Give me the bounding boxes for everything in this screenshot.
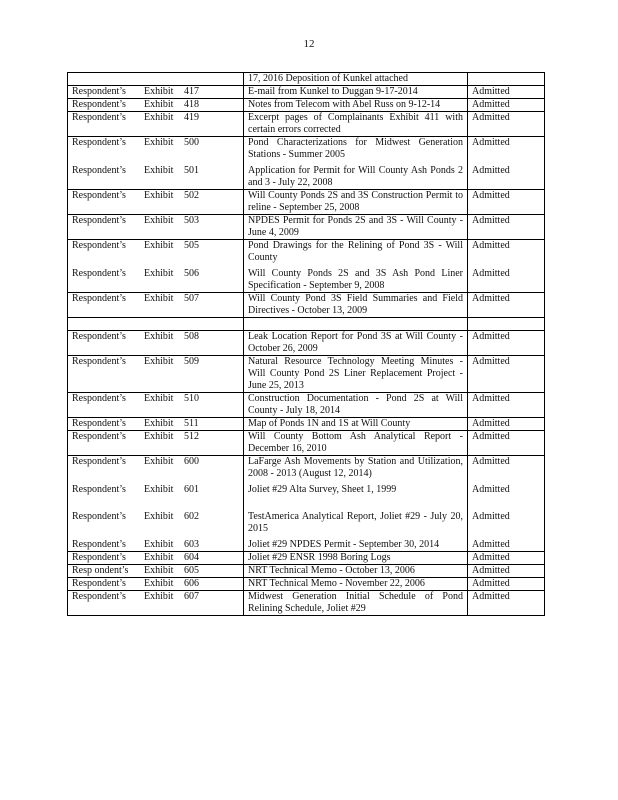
exhibit-number: 500 bbox=[184, 137, 199, 148]
exhibit-number: 509 bbox=[184, 356, 199, 367]
exhibit-status: Admitted bbox=[468, 484, 545, 511]
exhibit-id bbox=[72, 190, 239, 202]
exhibit-id bbox=[72, 293, 239, 305]
table-row bbox=[68, 591, 545, 616]
exhibit-label: Exhibit bbox=[144, 331, 174, 342]
exhibit-description: Notes from Telecom with Abel Russ on 9-12-14 bbox=[244, 99, 468, 112]
exhibit-status: Admitted bbox=[468, 86, 545, 99]
table-row bbox=[68, 165, 545, 190]
exhibit-id bbox=[72, 240, 239, 252]
exhibit-description: Joliet #29 NPDES Permit - September 30, 2014 bbox=[244, 539, 468, 552]
exhibit-status: Admitted bbox=[468, 552, 545, 565]
exhibit-label: Exhibit bbox=[144, 591, 174, 602]
exhibit-id bbox=[72, 591, 239, 603]
exhibit-label: Exhibit bbox=[144, 418, 174, 429]
exhibit-number: 502 bbox=[184, 190, 199, 201]
exhibit-description: E-mail from Kunkel to Duggan 9-17-2014 bbox=[244, 86, 468, 99]
exhibit-id bbox=[72, 552, 239, 564]
exhibit-id bbox=[72, 418, 239, 430]
exhibit-label: Exhibit bbox=[144, 137, 174, 148]
exhibit-table bbox=[67, 72, 545, 616]
exhibit-status: Admitted bbox=[468, 393, 545, 418]
exhibit-id bbox=[72, 539, 239, 551]
exhibit-party: Respondent’s bbox=[72, 112, 126, 123]
table-row bbox=[68, 331, 545, 356]
exhibit-id bbox=[72, 565, 239, 577]
exhibit-label: Exhibit bbox=[144, 356, 174, 367]
exhibit-party: Respondent’s bbox=[72, 484, 126, 495]
exhibit-status: Admitted bbox=[468, 240, 545, 269]
exhibit-number: 601 bbox=[184, 484, 199, 495]
table-row bbox=[68, 484, 545, 511]
exhibit-number: 507 bbox=[184, 293, 199, 304]
table-row bbox=[68, 190, 545, 215]
exhibit-party: Respondent’s bbox=[72, 539, 126, 550]
page-number: 12 bbox=[303, 38, 315, 50]
exhibit-party: Respondent’s bbox=[72, 268, 126, 279]
table-row bbox=[68, 137, 545, 166]
exhibit-status: Admitted bbox=[468, 456, 545, 485]
exhibit-number: 503 bbox=[184, 215, 199, 226]
exhibit-status: Admitted bbox=[468, 215, 545, 240]
exhibit-description: Application for Permit for Will County Ash Ponds 2 and 3 - July 22, 2008 bbox=[244, 165, 468, 190]
table-row bbox=[68, 268, 545, 293]
exhibit-description: NRT Technical Memo - October 13, 2006 bbox=[244, 565, 468, 578]
exhibit-number: 511 bbox=[184, 418, 199, 429]
exhibit-number: 508 bbox=[184, 331, 199, 342]
exhibit-id bbox=[72, 578, 239, 590]
table-row bbox=[68, 240, 545, 269]
exhibit-number: 512 bbox=[184, 431, 199, 442]
exhibit-id bbox=[72, 431, 239, 443]
exhibit-number: 602 bbox=[184, 511, 199, 522]
exhibit-label: Exhibit bbox=[144, 484, 174, 495]
exhibit-description: Leak Location Report for Pond 3S at Will County - October 26, 2009 bbox=[244, 331, 468, 356]
exhibit-party: Respondent’s bbox=[72, 511, 126, 522]
exhibit-id bbox=[72, 165, 239, 177]
exhibit-label: Exhibit bbox=[144, 456, 174, 467]
exhibit-label: Exhibit bbox=[144, 431, 174, 442]
exhibit-description: NPDES Permit for Ponds 2S and 3S - Will County - June 4, 2009 bbox=[244, 215, 468, 240]
exhibit-status: Admitted bbox=[468, 356, 545, 393]
exhibit-label: Exhibit bbox=[144, 578, 174, 589]
exhibit-label: Exhibit bbox=[144, 190, 174, 201]
exhibit-party: Respondent’s bbox=[72, 591, 126, 602]
table-row bbox=[68, 456, 545, 485]
table-row bbox=[68, 86, 545, 99]
exhibit-status: Admitted bbox=[468, 190, 545, 215]
table-row bbox=[68, 293, 545, 318]
exhibit-label: Exhibit bbox=[144, 539, 174, 550]
exhibit-party: Respondent’s bbox=[72, 578, 126, 589]
exhibit-label: Exhibit bbox=[144, 86, 174, 97]
exhibit-party: Respondent’s bbox=[72, 331, 126, 342]
exhibit-description: Joliet #29 ENSR 1998 Boring Logs bbox=[244, 552, 468, 565]
exhibit-label: Exhibit bbox=[144, 268, 174, 279]
exhibit-description: Will County Ponds 2S and 3S Ash Pond Liner Specification - September 9, 2008 bbox=[244, 268, 468, 293]
exhibit-description: Will County Ponds 2S and 3S Construction Permit to reline - September 25, 2008 bbox=[244, 190, 468, 215]
exhibit-status: Admitted bbox=[468, 511, 545, 539]
exhibit-party: Resp ondent’s bbox=[72, 565, 129, 576]
exhibit-description: Map of Ponds 1N and 1S at Will County bbox=[244, 418, 468, 431]
exhibit-status: Admitted bbox=[468, 591, 545, 616]
exhibit-description: NRT Technical Memo - November 22, 2006 bbox=[244, 578, 468, 591]
exhibit-label: Exhibit bbox=[144, 293, 174, 304]
table-row bbox=[68, 112, 545, 137]
exhibit-party: Respondent’s bbox=[72, 190, 126, 201]
table-row bbox=[68, 356, 545, 393]
exhibit-party: Respondent’s bbox=[72, 86, 126, 97]
exhibit-description: Pond Characterizations for Midwest Generation Stations - Summer 2005 bbox=[244, 137, 468, 166]
table-row bbox=[68, 539, 545, 552]
exhibit-status: Admitted bbox=[468, 99, 545, 112]
exhibit-party: Respondent’s bbox=[72, 456, 126, 467]
exhibit-number: 603 bbox=[184, 539, 199, 550]
blank-row bbox=[68, 318, 545, 331]
table-row bbox=[68, 393, 545, 418]
exhibit-id bbox=[72, 393, 239, 405]
exhibit-number: 501 bbox=[184, 165, 199, 176]
exhibit-number: 606 bbox=[184, 578, 199, 589]
exhibit-description: LaFarge Ash Movements by Station and Utilization, 2008 - 2013 (August 12, 2014) bbox=[244, 456, 468, 485]
exhibit-number: 607 bbox=[184, 591, 199, 602]
table-row bbox=[68, 511, 545, 539]
exhibit-status: Admitted bbox=[468, 578, 545, 591]
exhibit-label: Exhibit bbox=[144, 99, 174, 110]
exhibit-number: 419 bbox=[184, 112, 199, 123]
exhibit-id bbox=[72, 268, 239, 280]
exhibit-status: Admitted bbox=[468, 331, 545, 356]
exhibit-id bbox=[72, 215, 239, 227]
exhibit-party: Respondent’s bbox=[72, 99, 126, 110]
exhibit-party: Respondent’s bbox=[72, 418, 126, 429]
exhibit-status: Admitted bbox=[468, 565, 545, 578]
exhibit-party: Respondent’s bbox=[72, 393, 126, 404]
exhibit-status: Admitted bbox=[468, 268, 545, 293]
exhibit-description: Excerpt pages of Complainants Exhibit 411 with certain errors corrected bbox=[244, 112, 468, 137]
table-row bbox=[68, 552, 545, 565]
exhibit-description: Natural Resource Technology Meeting Minutes - Will County Pond 2S Liner Replacement Project - June 25, 2013 bbox=[244, 356, 468, 393]
exhibit-id bbox=[72, 484, 239, 496]
exhibit-party: Respondent’s bbox=[72, 552, 126, 563]
exhibit-status: Admitted bbox=[468, 112, 545, 137]
table-row bbox=[68, 73, 545, 86]
exhibit-party: Respondent’s bbox=[72, 137, 126, 148]
exhibit-id bbox=[72, 456, 239, 468]
exhibit-party: Respondent’s bbox=[72, 431, 126, 442]
exhibit-status: Admitted bbox=[468, 431, 545, 456]
exhibit-description: Joliet #29 Alta Survey, Sheet 1, 1999 bbox=[244, 484, 468, 511]
exhibit-party: Respondent’s bbox=[72, 293, 126, 304]
exhibit-id bbox=[72, 86, 239, 98]
exhibit-status: Admitted bbox=[468, 165, 545, 190]
exhibit-label: Exhibit bbox=[144, 215, 174, 226]
exhibit-status: Admitted bbox=[468, 293, 545, 318]
exhibit-id bbox=[72, 137, 239, 149]
exhibit-number: 600 bbox=[184, 456, 199, 467]
exhibit-number: 505 bbox=[184, 240, 199, 251]
exhibit-label: Exhibit bbox=[144, 565, 174, 576]
exhibit-party: Respondent’s bbox=[72, 356, 126, 367]
exhibit-description: Will County Bottom Ash Analytical Report - December 16, 2010 bbox=[244, 431, 468, 456]
table-row bbox=[68, 418, 545, 431]
exhibit-party: Respondent’s bbox=[72, 240, 126, 251]
continued-description: 17, 2016 Deposition of Kunkel attached bbox=[244, 73, 468, 86]
exhibit-number: 417 bbox=[184, 86, 199, 97]
table-row bbox=[68, 565, 545, 578]
exhibit-description: Will County Pond 3S Field Summaries and Field Directives - October 13, 2009 bbox=[244, 293, 468, 318]
table-row bbox=[68, 431, 545, 456]
exhibit-number: 418 bbox=[184, 99, 199, 110]
exhibit-party: Respondent’s bbox=[72, 165, 126, 176]
exhibit-id bbox=[72, 331, 239, 343]
exhibit-party: Respondent’s bbox=[72, 215, 126, 226]
exhibit-id bbox=[72, 356, 239, 368]
exhibit-id bbox=[72, 99, 239, 111]
exhibit-label: Exhibit bbox=[144, 240, 174, 251]
exhibit-label: Exhibit bbox=[144, 511, 174, 522]
exhibit-description: Pond Drawings for the Relining of Pond 3S - Will County bbox=[244, 240, 468, 269]
exhibit-label: Exhibit bbox=[144, 165, 174, 176]
exhibit-id bbox=[72, 112, 239, 124]
exhibit-description: TestAmerica Analytical Report, Joliet #29 - July 20, 2015 bbox=[244, 511, 468, 539]
exhibit-number: 604 bbox=[184, 552, 199, 563]
exhibit-id bbox=[72, 511, 239, 523]
table-row bbox=[68, 215, 545, 240]
exhibit-number: 506 bbox=[184, 268, 199, 279]
exhibit-status: Admitted bbox=[468, 418, 545, 431]
table-row bbox=[68, 578, 545, 591]
table-row bbox=[68, 99, 545, 112]
exhibit-status: Admitted bbox=[468, 137, 545, 166]
exhibit-status: Admitted bbox=[468, 539, 545, 552]
exhibit-description: Midwest Generation Initial Schedule of Pond Relining Schedule, Joliet #29 bbox=[244, 591, 468, 616]
exhibit-number: 510 bbox=[184, 393, 199, 404]
exhibit-label: Exhibit bbox=[144, 552, 174, 563]
exhibit-number: 605 bbox=[184, 565, 199, 576]
exhibit-description: Construction Documentation - Pond 2S at Will County - July 18, 2014 bbox=[244, 393, 468, 418]
exhibit-label: Exhibit bbox=[144, 112, 174, 123]
exhibit-label: Exhibit bbox=[144, 393, 174, 404]
